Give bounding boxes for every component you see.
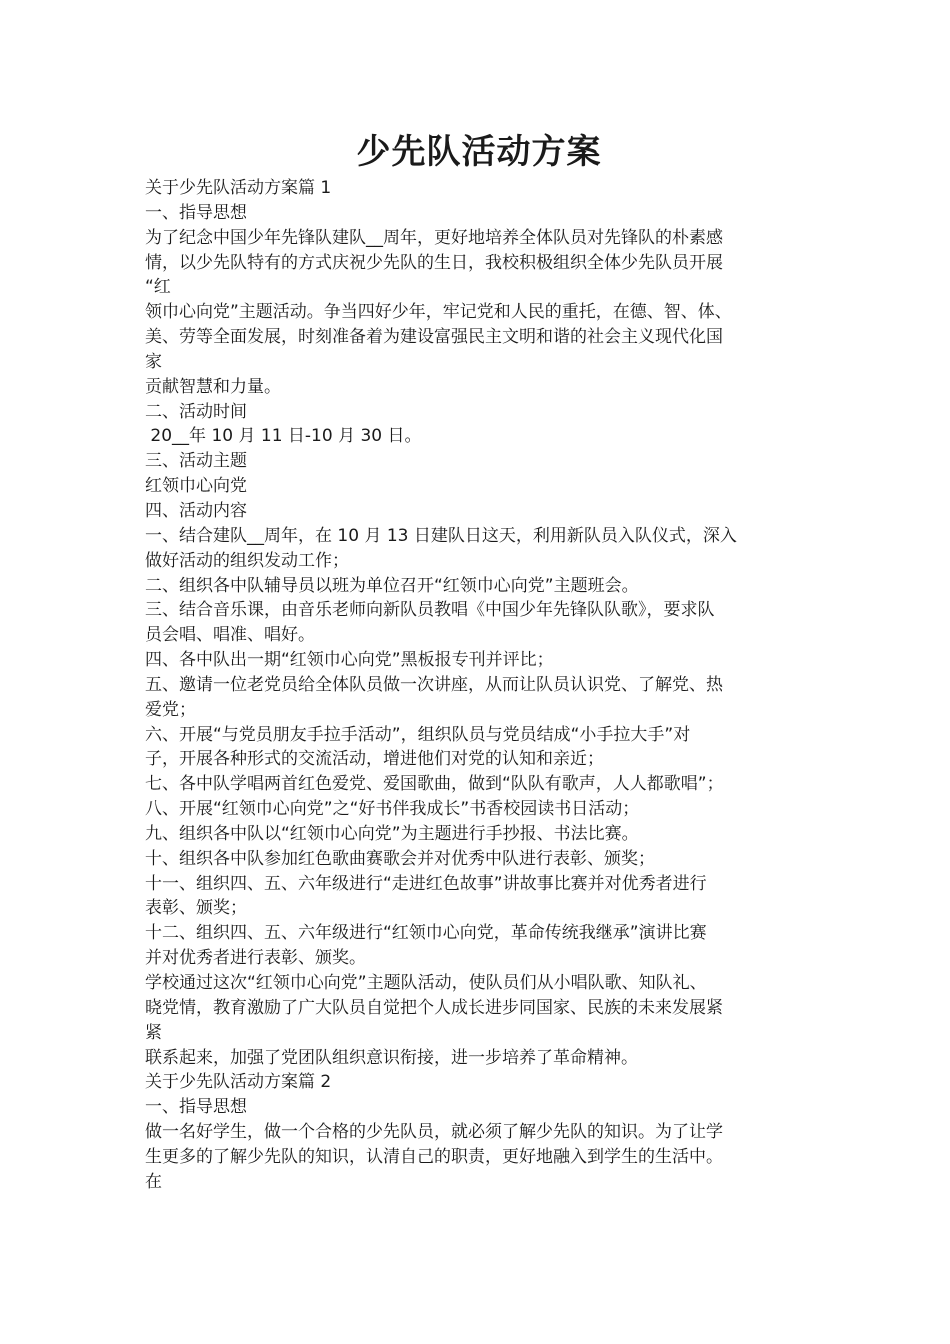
- text-line: 三、结合音乐课，由音乐老师向新队员教唱《中国少年先锋队队歌》，要求队: [145, 600, 715, 621]
- text-line: 情，以少先队特有的方式庆祝少先队的生日，我校积极组织全体少先队员开展: [145, 252, 723, 273]
- text-line: 紧: [145, 1022, 162, 1043]
- text-line: 关于少先队活动方案篇 1: [145, 178, 332, 198]
- text-line: 晓党情，教育激励了广大队员自觉把个人成长进步同国家、民族的未来发展紧: [145, 997, 723, 1018]
- text-line: 学校通过这次“红领巾心向党”主题队活动，使队员们从小唱队歌、知队礼、: [145, 973, 707, 993]
- text-line: 十二、组织四、五、六年级进行“红领巾心向党，革命传统我继承”演讲比赛: [145, 923, 707, 944]
- document-title: 少先队活动方案: [356, 132, 602, 172]
- text-line: 四、各中队出一期“红领巾心向党”黑板报专刊并评比；: [145, 650, 554, 671]
- text-line: 一、结合建队__周年，在 10 月 13 日建队日这天，利用新队员入队仪式，深入: [145, 525, 737, 546]
- text-line: 在: [145, 1171, 162, 1192]
- text-line: 一、指导思想: [145, 1097, 247, 1118]
- text-line: 五、邀请一位老党员给全体队员做一次讲座，从而让队员认识党、了解党、热: [145, 674, 723, 695]
- text-line: 二、组织各中队辅导员以班为单位召开“红领巾心向党”主题班会。: [145, 575, 639, 596]
- text-line: “红: [145, 277, 171, 298]
- text-line: 美、劳等全面发展，时刻准备着为建设富强民主文明和谐的社会主义现代化国: [145, 327, 723, 348]
- text-line: 做一名好学生，做一个合格的少先队员，就必须了解少先队的知识。为了让学: [145, 1122, 723, 1143]
- text-line: 爱党；: [145, 699, 196, 720]
- text-line: 二、活动时间: [145, 401, 247, 422]
- text-line: 联系起来，加强了党团队组织意识衔接，进一步培养了革命精神。: [145, 1047, 638, 1068]
- text-line: 20__年 10 月 11 日-10 月 30 日。: [145, 426, 422, 447]
- text-line: 十一、组织四、五、六年级进行“走进红色故事”讲故事比赛并对优秀者进行: [145, 873, 707, 894]
- document-page: [145, 128, 813, 1195]
- text-line: 领巾心向党”主题活动。争当四好少年，牢记党和人民的重托，在德、智、体、: [145, 302, 732, 323]
- text-line: 三、活动主题: [145, 451, 247, 472]
- text-line: 十、组织各中队参加红色歌曲赛歌会并对优秀中队进行表彰、颁奖；: [145, 848, 655, 869]
- text-line: 表彰、颁奖；: [145, 898, 247, 919]
- text-line: 生更多的了解少先队的知识，认清自己的职责，更好地融入到学生的生活中。: [145, 1146, 723, 1167]
- text-line: 八、开展“红领巾心向党”之“好书伴我成长”书香校园读书日活动；: [145, 799, 640, 820]
- text-line: 做好活动的组织发动工作；: [145, 550, 349, 571]
- text-line: 九、组织各中队以“红领巾心向党”为主题进行手抄报、书法比赛。: [145, 823, 639, 844]
- text-line: 六、开展“与党员朋友手拉手活动”，组织队员与党员结成“小手拉大手”对: [145, 724, 691, 745]
- text-line: 红领巾心向党: [145, 476, 247, 497]
- text-line: 七、各中队学唱两首红色爱党、爱国歌曲，做到“队队有歌声，人人都歌唱”；: [145, 774, 724, 795]
- text-line: 家: [145, 351, 162, 372]
- text-line: 贡献智慧和力量。: [145, 376, 281, 397]
- text-line: 并对优秀者进行表彰、颁奖。: [145, 948, 366, 969]
- text-line: 为了纪念中国少年先锋队建队__周年，更好地培养全体队员对先锋队的朴素感: [145, 227, 723, 248]
- document-body: [145, 176, 813, 1195]
- text-line: 员会唱、唱准、唱好。: [145, 625, 315, 646]
- text-line: 关于少先队活动方案篇 2: [145, 1072, 332, 1093]
- text-line: 子，开展各种形式的交流活动，增进他们对党的认知和亲近；: [145, 749, 604, 770]
- text-line: 一、指导思想: [145, 202, 247, 223]
- text-line: 四、活动内容: [145, 500, 247, 521]
